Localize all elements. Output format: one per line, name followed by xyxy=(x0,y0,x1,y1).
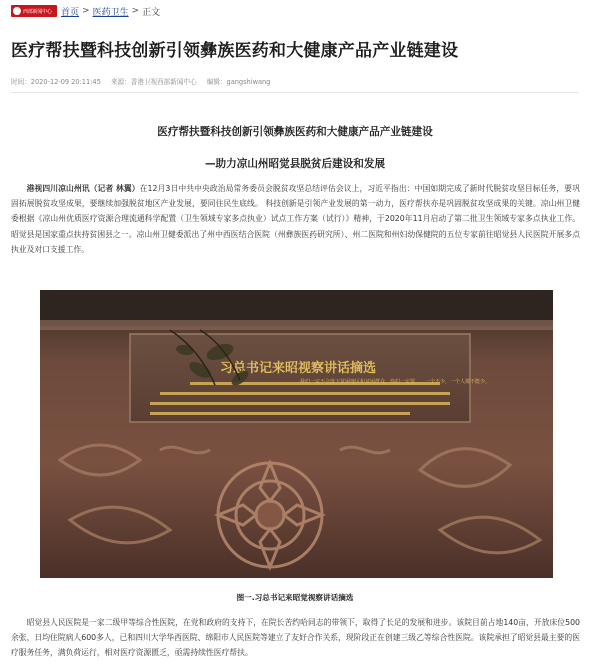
breadcrumb-home-link[interactable]: 首页 xyxy=(61,7,80,18)
breadcrumb-separator: > xyxy=(82,6,90,16)
carved-plaque-image xyxy=(40,290,553,578)
breadcrumb-separator: > xyxy=(131,6,140,16)
plaque-quote: 我们一定不会落下贫困地区和贫困群众，你们一定要……一个不少，一个人都不能少。 xyxy=(299,379,490,385)
article-source: 来源：香港卫视西部新闻中心 xyxy=(110,78,197,86)
article-heading: 医疗帮扶暨科技创新引领彝族医药和大健康产品产业链建设 xyxy=(157,126,433,138)
article-photo xyxy=(40,290,553,578)
article-subheading: —助力凉山州昭觉县脱贫后建设和发展 xyxy=(204,158,386,170)
breadcrumb-section-link[interactable]: 医药卫生 xyxy=(92,7,129,18)
publish-time: 时间：2020-12-09 20:11:45 xyxy=(11,78,101,86)
article-editor: 编辑：gangshiwang xyxy=(206,78,271,86)
dateline: 港视四川凉山州讯（记者 林翼） xyxy=(26,184,140,193)
site-logo[interactable] xyxy=(11,5,57,17)
plaque-title: 习总书记来昭视察讲话摘选 xyxy=(219,361,377,376)
paragraph-text: 在12月3日中共中央政治局常务委员会脱贫攻坚总结评估会议上，习近平指出：中国如期完成了新时代脱贫攻坚目标任务，要巩固拓展脱贫攻坚成果，要继续加强脱贫地区产业发展，要同住民生底线。 科技创新是引领产业发展的第一动力，医疗帮扶亦是巩固脱贫攻坚成果的关键。凉山州卫健委根据《凉山州优质医疗资源合理流通科学配置（卫生领域专家多点执业）试点工作方案（试行）》精神，于2020年11月启动了第二批卫生领域专家多点执业工作。 昭觉县是国家重点扶持贫困县之一。凉山州卫健委派出了州中西医结合医院（州彝族医药研究所）、州二医院和州妇幼保健院的五位专家前往昭觉县人民医院开展多点执业及对口支援工作。 xyxy=(11,184,580,254)
article-paragraph-2: 昭觉县人民医院是一家二级甲等综合性医院，在党和政府的支持下，在院长苦约哈同志的带领下，取得了长足的发展和进步。该院目前占地140亩，开放床位500余张，日均住院病人600多人，已和四川大学华西医院、绵阳市人民医院等建立了友好合作关系，现阶段正在创建三级乙等综合性医院。该院承担了昭觉县最主要的医疗服务任务，满负荷运行，相对医疗资源匮乏，亟需持续性医疗帮扶。 xyxy=(11,618,580,658)
breadcrumb xyxy=(11,4,160,18)
photo-caption: 图一.习总书记来昭觉视察讲话摘选 xyxy=(236,593,354,602)
article-title: 医疗帮扶暨科技创新引领彝族医药和大健康产品产业链建设 xyxy=(11,41,459,61)
logo-icon xyxy=(13,7,21,15)
article-meta xyxy=(11,76,278,86)
breadcrumb-current: 正文 xyxy=(142,7,161,18)
logo-text: 西部新闻中心 xyxy=(23,8,52,15)
divider xyxy=(11,92,579,93)
article-paragraph-1 xyxy=(11,181,580,257)
